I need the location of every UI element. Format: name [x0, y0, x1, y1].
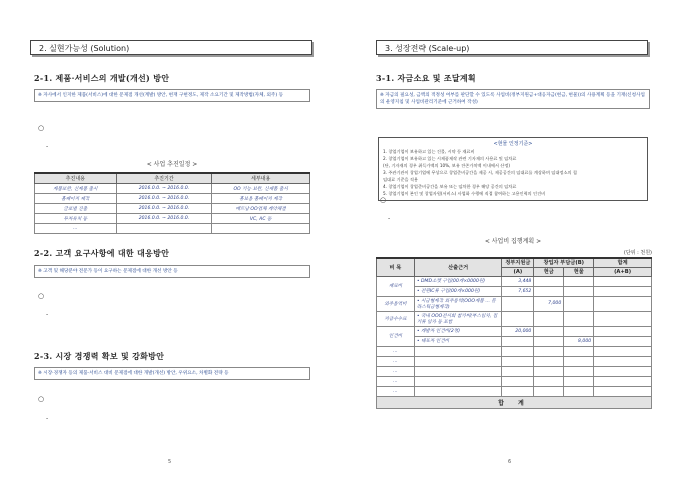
- page-number: 6: [508, 459, 512, 465]
- budget-caption: < 사업비 집행계획 >: [484, 238, 542, 245]
- budget-cash: [534, 311, 564, 326]
- table-cell: 홈페이지 제작: [35, 194, 117, 204]
- table-cell: 글로벌 진출: [35, 204, 117, 214]
- table-cell: [116, 224, 212, 234]
- table-row: [377, 311, 652, 326]
- bullet: ○: [38, 292, 45, 300]
- criteria-line: 4. 창업기업이 창업준비공간을 보유 또는 임차한 경우 해당 공간의 임차료: [383, 184, 517, 189]
- heading-3-1: 3-1. 자금소요 및 조달계획: [376, 73, 476, 83]
- budget-header-gov: [502, 258, 534, 267]
- budget-header-gov-unit: (A): [502, 267, 534, 276]
- table-row: [35, 204, 310, 214]
- budget-gov: 7,652: [502, 286, 534, 296]
- table-row: [377, 346, 652, 356]
- budget-header-kind: 현물: [564, 267, 594, 276]
- budget-cash: [534, 346, 564, 356]
- budget-kind: [564, 296, 594, 311]
- in-kind-criteria-box: [378, 137, 648, 201]
- dash: -: [46, 143, 49, 150]
- budget-gov: [502, 296, 534, 311]
- budget-header-own: 창업자 부담금(B): [534, 258, 594, 267]
- budget-table: [376, 257, 652, 409]
- bullet: ○: [380, 196, 387, 204]
- table-row: [377, 336, 652, 346]
- budget-category: …: [377, 366, 415, 376]
- budget-cash: [534, 326, 564, 336]
- heading-2-3: 2-3. 시장 경쟁력 확보 및 강화방안: [34, 351, 165, 361]
- budget-basis: [414, 366, 502, 376]
- table-row: [35, 194, 310, 204]
- bullet: ○: [38, 124, 45, 132]
- budget-cash: [534, 286, 564, 296]
- header-total-label: 합계: [617, 260, 628, 267]
- budget-category: …: [377, 356, 415, 366]
- schedule-header: 추진기간: [116, 173, 212, 184]
- table-cell: VC, AC 등: [212, 214, 310, 224]
- table-row: [377, 366, 652, 376]
- budget-basis: [414, 346, 502, 356]
- budget-total: [594, 346, 652, 356]
- budget-total-label: 합 계: [377, 396, 652, 408]
- budget-gov: [502, 336, 534, 346]
- budget-header-basis: 산출근거: [414, 258, 502, 276]
- criteria-line: (단, 기자재의 경우 취득가액의 10%, 보유 잔존가치액 이내에서 산정): [383, 163, 511, 168]
- budget-gov: [502, 386, 534, 396]
- table-row: [377, 296, 652, 311]
- budget-gov: [502, 346, 534, 356]
- table-cell: 제품보완, 신제품 출시: [35, 184, 117, 194]
- table-row: [35, 184, 310, 194]
- section-title: 2. 실현가능성 (Solution): [30, 40, 312, 55]
- table-cell: 2016.0.0. ~ 2016.0.0.: [116, 204, 212, 214]
- criteria-title: <현물 인정기준>: [493, 141, 533, 147]
- budget-kind: [564, 366, 594, 376]
- table-cell: [212, 224, 310, 234]
- budget-gov: [502, 366, 534, 376]
- budget-kind: [564, 356, 594, 366]
- budget-basis: [414, 356, 502, 366]
- table-row: [377, 326, 652, 336]
- budget-gov: 20,000: [502, 326, 534, 336]
- page-number: 5: [168, 459, 172, 465]
- budget-cash: 7,000: [534, 296, 564, 311]
- criteria-line: 임대료 기준을 적용: [383, 177, 419, 182]
- budget-total: [594, 366, 652, 376]
- criteria-line: 2. 창업기업이 보유하고 있는 시제품제작 관련 기자재의 사용료 및 임차료: [383, 156, 517, 161]
- budget-total: [594, 311, 652, 326]
- budget-basis: • 국내 OOO전시회 참가비(부스임차, 집기류 임차 등 포함: [414, 311, 502, 326]
- budget-gov: [502, 356, 534, 366]
- table-row: [377, 356, 652, 366]
- budget-category: …: [377, 346, 415, 356]
- note-2-1: ※ 자사에서 인지한 제품(서비스)에 대한 문제점 개선(계발) 방안, 현재 구현정도, 제작 소요기간 및 제작방법(자체, 외주) 등: [34, 89, 310, 102]
- table-cell: 2016.0.0. ~ 2016.0.0.: [116, 214, 212, 224]
- budget-basis: • 전원IC류 구입(00개×000원): [414, 286, 502, 296]
- bullet: ○: [38, 395, 45, 403]
- budget-total: [594, 386, 652, 396]
- table-cell: 2016.0.0. ~ 2016.0.0.: [116, 194, 212, 204]
- budget-cash: [534, 356, 564, 366]
- budget-kind: [564, 286, 594, 296]
- budget-total: [594, 336, 652, 346]
- budget-cash: [534, 276, 564, 286]
- table-cell: OO 기능 보완, 신제품 출시: [212, 184, 310, 194]
- table-row: [377, 286, 652, 296]
- budget-basis: • 대표자 인건비: [414, 336, 502, 346]
- table-cell: 베트남 OO업체 계약체결: [212, 204, 310, 214]
- dash: -: [46, 311, 49, 318]
- budget-header-item: 비 목: [377, 258, 415, 276]
- page-right: [340, 0, 680, 481]
- budget-kind: [564, 386, 594, 396]
- dash: -: [46, 415, 49, 422]
- budget-basis: [414, 376, 502, 386]
- budget-unit: (단위 : 천원): [623, 250, 652, 256]
- budget-category: 인건비: [377, 326, 415, 346]
- budget-category: 재료비: [377, 276, 415, 296]
- budget-kind: [564, 276, 594, 286]
- header-gov-label: 정부지원금: [505, 260, 531, 267]
- criteria-line: 3. 주관기관이 창업기업에 무상으로 창업준비공간을 제공 시, 제공공간의 임대료를 계상하며 임대정소의 철: [383, 170, 577, 175]
- budget-total: [594, 326, 652, 336]
- table-cell: 홍보용 홈페이지 제작: [212, 194, 310, 204]
- budget-basis: • 시금형제작 외주용역(OOO제품 … 플라스틱금형제작): [414, 296, 502, 311]
- criteria-line: 5. 창업기업이 본인 및 창업자원(서비스) 사업화 수행에 직접 참여하는 고용인력의 인건비: [383, 191, 546, 196]
- table-cell: 투자유치 등: [35, 214, 117, 224]
- budget-kind: [564, 326, 594, 336]
- table-row: [377, 376, 652, 386]
- table-cell: …: [35, 224, 117, 234]
- schedule-caption: < 사업 추진일정 >: [146, 161, 198, 168]
- budget-gov: [502, 311, 534, 326]
- budget-category: 지급수수료: [377, 311, 415, 326]
- budget-basis: • DMD소켓 구입(00개×0000원): [414, 276, 502, 286]
- schedule-header: 세부내용: [212, 173, 310, 184]
- budget-category: …: [377, 386, 415, 396]
- budget-total: [594, 356, 652, 366]
- budget-header-cash: 현금: [534, 267, 564, 276]
- budget-header-total: [594, 258, 652, 267]
- budget-basis: [414, 386, 502, 396]
- table-cell: 2016.0.0. ~ 2016.0.0.: [116, 184, 212, 194]
- table-row: [377, 276, 652, 286]
- budget-total: [594, 296, 652, 311]
- budget-cash: [534, 386, 564, 396]
- budget-total: [594, 376, 652, 386]
- section-title: 3. 성장전략 (Scale-up): [376, 40, 648, 55]
- budget-cash: [534, 366, 564, 376]
- table-row: [35, 224, 310, 234]
- criteria-line: 1. 창업기업이 보유하고 있는 건물, 시약 등 재료비: [383, 149, 475, 154]
- note-3-1: ※ 자금의 필요성, 금액의 적정성 여부를 판단할 수 있도록 사업비(정부지원금+대응자금(현금, 현물))의 사용계획 등을 기재(신청사업의 운영지침 및 사업비관리기준에 근거하여 작성): [376, 89, 650, 109]
- note-2-2: ※ 고객 및 해당분야 전문가 등이 요구하는 문제점에 대한 개선 방안 등: [34, 265, 310, 278]
- budget-kind: [564, 346, 594, 356]
- budget-cash: [534, 336, 564, 346]
- budget-header-total-unit: (A+B): [594, 267, 652, 276]
- note-2-3: ※ 시장·경쟁자 등의 제품·서비스 대비 문제점에 대한 개발(개선) 방안, 우위요소, 차별화 전략 등: [34, 367, 310, 380]
- budget-kind: [564, 311, 594, 326]
- budget-gov: [502, 376, 534, 386]
- budget-total: [594, 276, 652, 286]
- table-row: [377, 386, 652, 396]
- heading-2-2: 2-2. 고객 요구사항에 대한 대응방안: [34, 248, 170, 258]
- budget-kind: 8,000: [564, 336, 594, 346]
- budget-total: [594, 286, 652, 296]
- schedule-header: 추진내용: [35, 173, 117, 184]
- budget-basis: • 개발자 인건비(2명): [414, 326, 502, 336]
- budget-category: 외주용역비: [377, 296, 415, 311]
- table-row: [35, 214, 310, 224]
- budget-category: …: [377, 376, 415, 386]
- schedule-table: [34, 172, 310, 234]
- budget-total-row: [377, 396, 652, 408]
- budget-gov: 3,448: [502, 276, 534, 286]
- heading-2-1: 2-1. 제품·서비스의 개발(개선) 방안: [34, 73, 170, 83]
- budget-cash: [534, 376, 564, 386]
- budget-kind: [564, 376, 594, 386]
- dash: -: [388, 215, 391, 222]
